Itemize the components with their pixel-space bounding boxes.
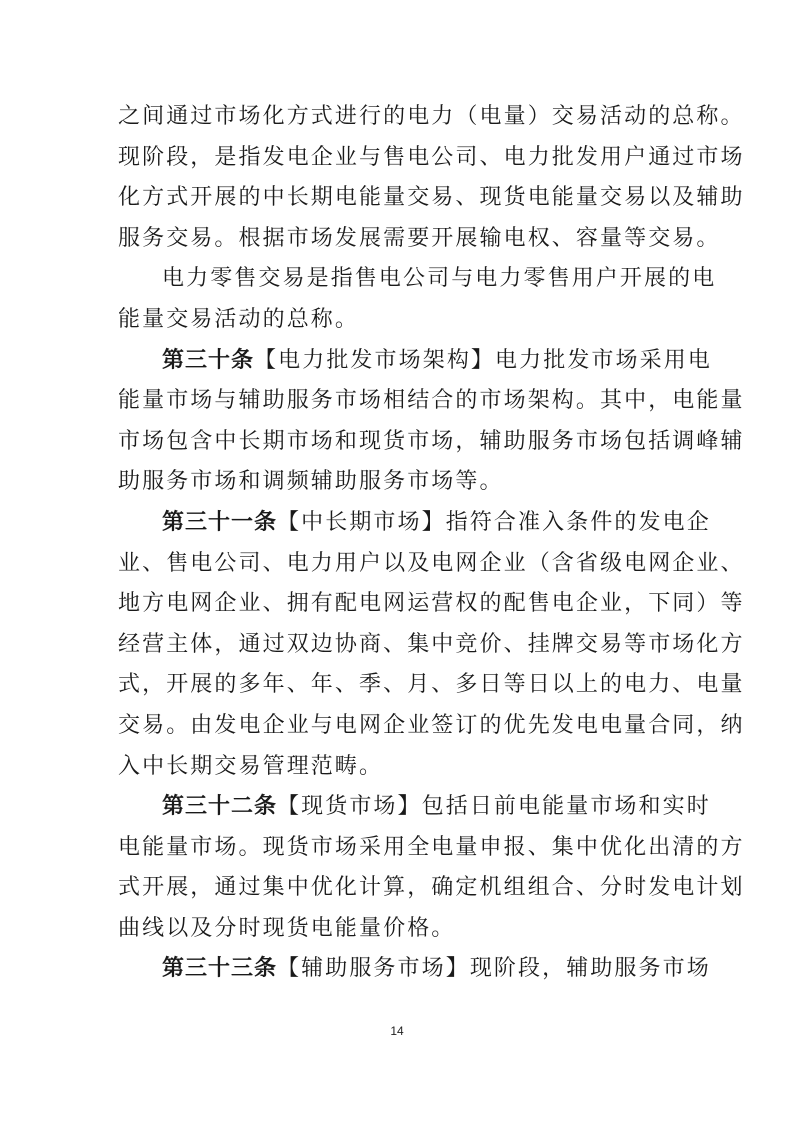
text-line: 化方式开展的中长期电能量交易、现货电能量交易以及辅助 [118,185,745,211]
text-line: 能量交易活动的总称。 [118,306,360,332]
text-line: 曲线以及分时现货电能量价格。 [118,915,456,941]
body-text [118,97,745,990]
text-line: 式，开展的多年、年、季、月、多日等日以上的电力、电量 [118,672,745,698]
article-number: 第三十二条 [162,794,278,820]
text-line: 地方电网企业、拥有配电网运营权的配售电企业，下同）等 [118,591,745,617]
article-text: 【中长期市场】指符合准入条件的发电企 [277,509,711,535]
article-first-line [118,341,712,382]
text-line: 市场包含中长期市场和现货市场，辅助服务市场包括调峰辅 [118,428,745,454]
text-line: 能量市场与辅助服务市场相结合的市场架构。其中，电能量 [118,388,745,414]
text-line: 业、售电公司、电力用户以及电网企业（含省级电网企业、 [118,550,745,576]
text-line: 入中长期交易管理范畴。 [118,753,384,779]
article-first-line [118,787,711,828]
text-line: 电力零售交易是指售电公司与电力零售用户开展的电 [162,266,717,292]
text-line: 助服务市场和调频辅助服务市场等。 [118,469,504,495]
article-number: 第三十一条 [162,509,278,535]
article-first-line [118,503,711,544]
page-number: 14 [390,1024,404,1038]
text-line: 经营主体，通过双边协商、集中竞价、挂牌交易等市场化方 [118,631,745,657]
text-line: 式开展，通过集中优化计算，确定机组组合、分时发电计划 [118,875,745,901]
article-number: 第三十条 [162,347,255,373]
text-line: 交易。由发电企业与电网企业签订的优先发电电量合同，纳 [118,712,745,738]
article-number: 第三十三条 [162,956,278,982]
article-text: 【现货市场】包括日前电能量市场和实时 [277,794,711,820]
text-line: 电能量市场。现货市场采用全电量申报、集中优化出清的方 [118,834,745,860]
text-line: 之间通过市场化方式进行的电力（电量）交易活动的总称。 [118,104,745,129]
article-text: 【电力批发市场架构】电力批发市场采用电 [254,347,712,373]
article-first-line [118,949,711,990]
article-text: 【辅助服务市场】现阶段，辅助服务市场 [277,956,711,982]
text-line: 服务交易。根据市场发展需要开展输电权、容量等交易。 [118,225,721,251]
text-line: 现阶段，是指发电企业与售电公司、电力批发用户通过市场 [118,144,745,170]
